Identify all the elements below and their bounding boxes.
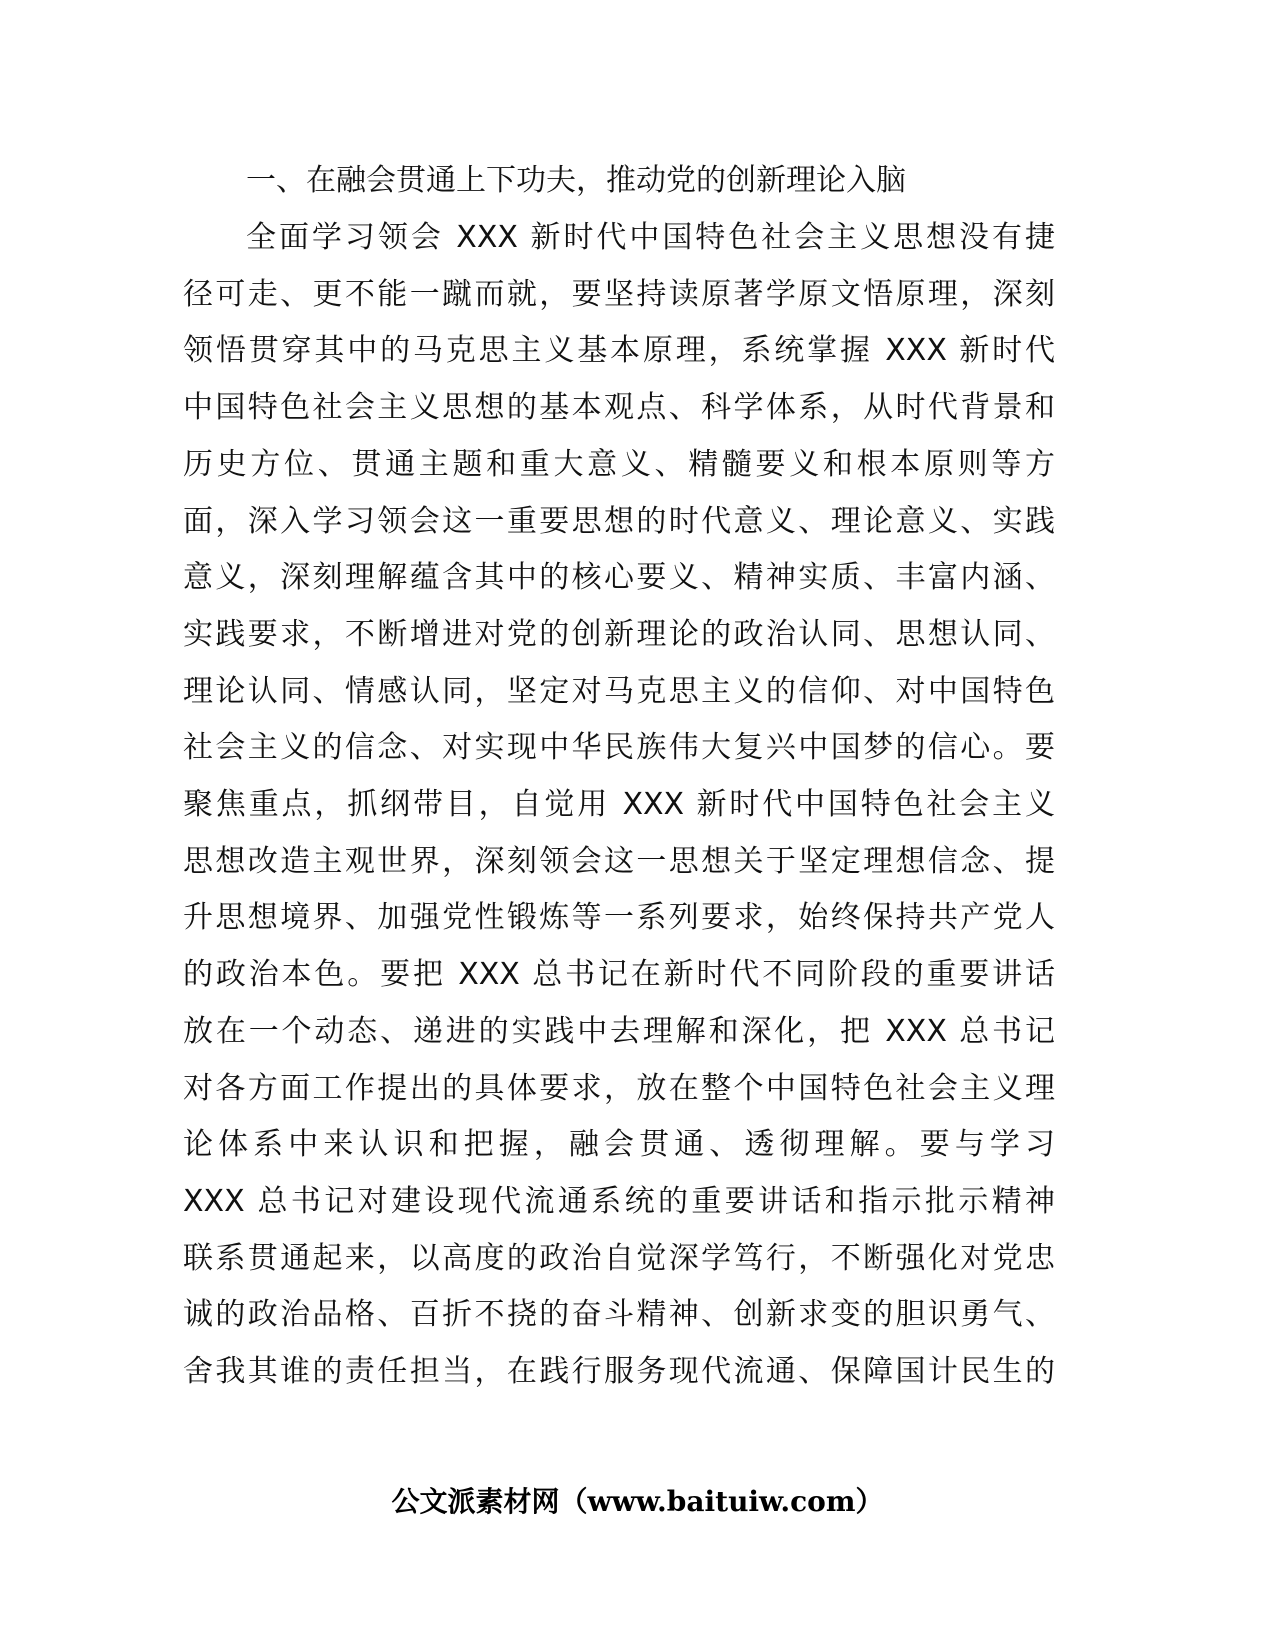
paragraph-line: 诚的政治品格、百折不挠的奋斗精神、创新求变的胆识勇气、 — [183, 1297, 1055, 1333]
paragraph-line: 领悟贯穿其中的马克思主义基本原理，系统掌握 XXX 新时代 — [183, 333, 1055, 369]
paragraph-line: 思想改造主观世界，深刻领会这一思想关于坚定理想信念、提 — [183, 843, 1055, 879]
paragraph-line: 面，深入学习领会这一重要思想的时代意义、理论意义、实践 — [183, 503, 1055, 539]
paragraph-line: 理论认同、情感认同，坚定对马克思主义的信仰、对中国特色 — [183, 673, 1055, 709]
paragraph-line: 论体系中来认识和把握，融会贯通、透彻理解。要与学习 — [183, 1127, 1055, 1163]
paragraph-line: 社会主义的信念、对实现中华民族伟大复兴中国梦的信心。要 — [183, 730, 1055, 766]
paragraph-line: 中国特色社会主义思想的基本观点、科学体系，从时代背景和 — [183, 390, 1055, 426]
footer-watermark: 公文派素材网（www.baituiw.com） — [391, 1485, 884, 1518]
paragraph-line: 实践要求，不断增进对党的创新理论的政治认同、思想认同、 — [183, 616, 1055, 652]
paragraph-line: 的政治本色。要把 XXX 总书记在新时代不同阶段的重要讲话 — [183, 957, 1055, 993]
paragraph-line: 对各方面工作提出的具体要求，放在整个中国特色社会主义理 — [183, 1070, 1055, 1106]
paragraph-line: 历史方位、贯通主题和重大意义、精髓要义和根本原则等方 — [183, 446, 1055, 482]
paragraph-line: 意义，深刻理解蕴含其中的核心要义、精神实质、丰富内涵、 — [183, 560, 1055, 596]
paragraph-line: 全面学习领会 XXX 新时代中国特色社会主义思想没有捷 — [246, 220, 1055, 255]
paragraph-line: 径可走、更不能一蹴而就，要坚持读原著学原文悟原理，深刻 — [183, 276, 1055, 312]
body-paragraph — [183, 210, 1055, 1401]
paragraph-line: XXX 总书记对建设现代流通系统的重要讲话和指示批示精神 — [183, 1183, 1055, 1219]
paragraph-line: 放在一个动态、递进的实践中去理解和深化，把 XXX 总书记 — [183, 1013, 1055, 1049]
paragraph-line: 联系贯通起来，以高度的政治自觉深学笃行，不断强化对党忠 — [183, 1240, 1055, 1276]
document-body — [183, 152, 1055, 1401]
paragraph-line: 升思想境界、加强党性锻炼等一系列要求，始终保持共产党人 — [183, 900, 1055, 936]
paragraph-line: 舍我其谁的责任担当，在践行服务现代流通、保障国计民生的 — [183, 1354, 1055, 1390]
paragraph-line: 聚焦重点，抓纲带目，自觉用 XXX 新时代中国特色社会主义 — [183, 787, 1055, 823]
section-heading: 一、在融会贯通上下功夫，推动党的创新理论入脑 — [246, 163, 906, 198]
